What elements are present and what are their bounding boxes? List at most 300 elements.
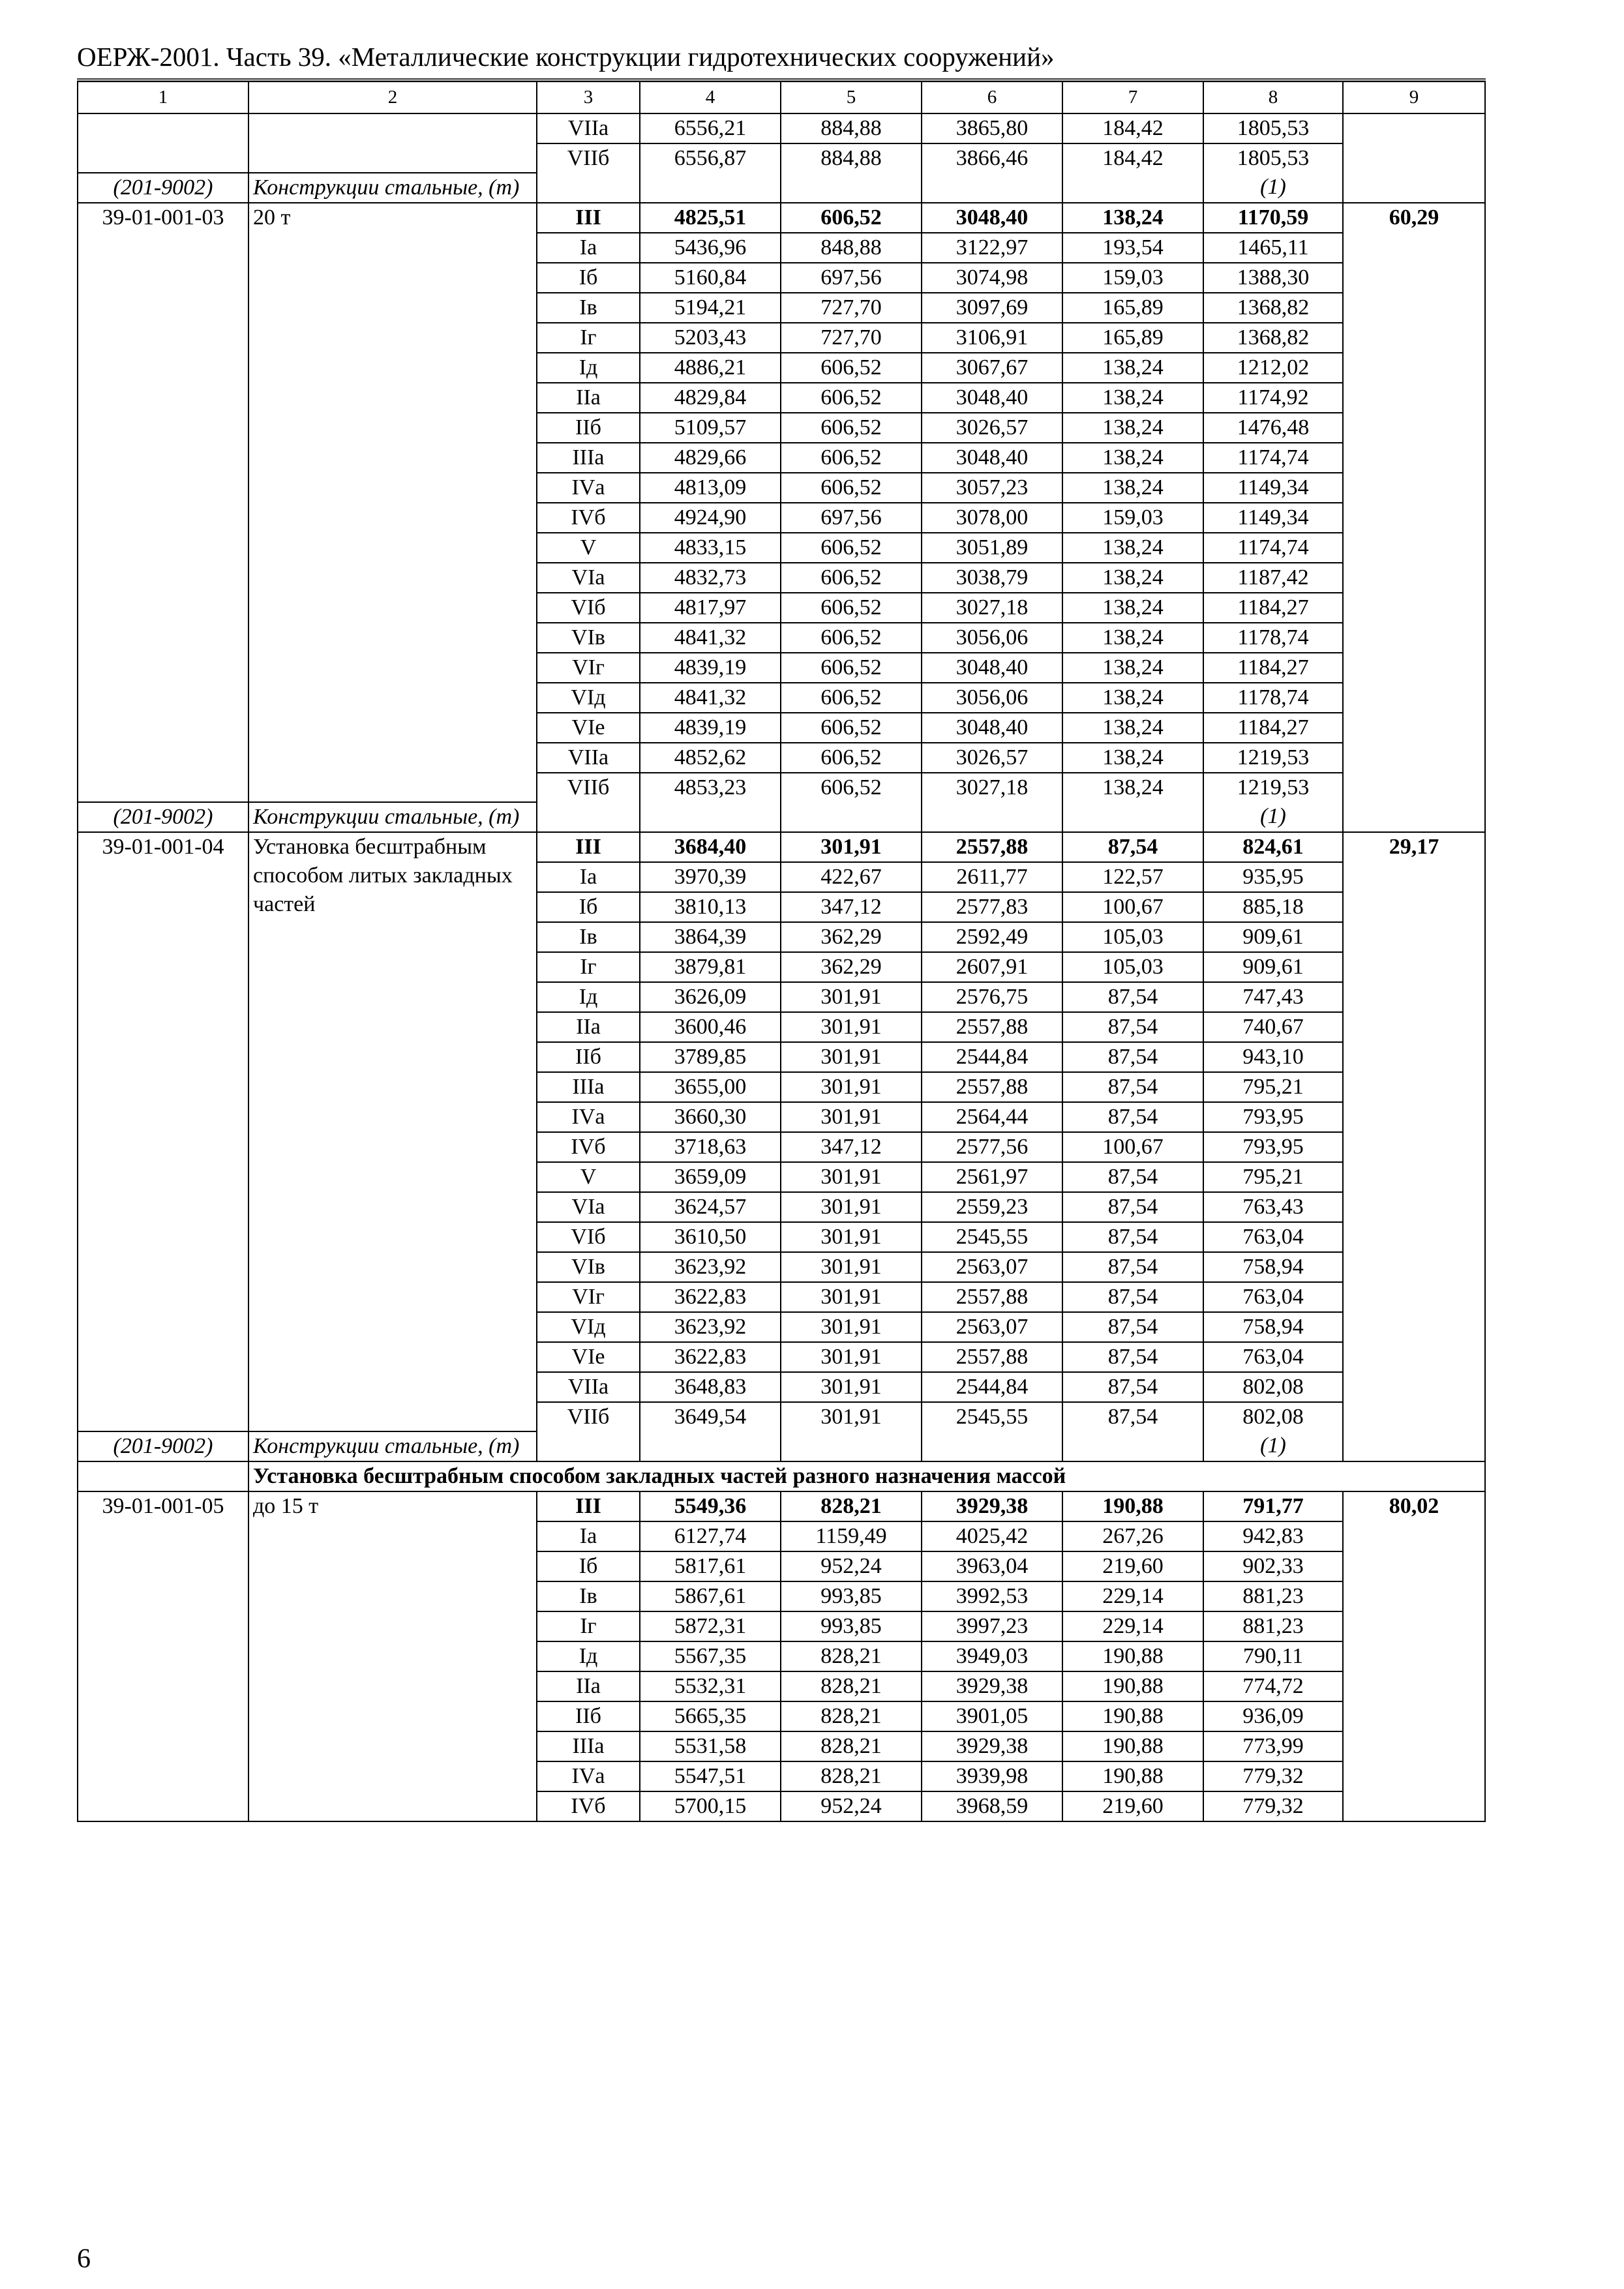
value-cell: 606,52: [781, 743, 922, 773]
value-cell: 4817,97: [640, 593, 781, 623]
value-cell: 5532,31: [640, 1671, 781, 1701]
zone-cell: III: [537, 832, 640, 862]
zone-cell: VIIб: [537, 143, 640, 173]
value-cell: 2611,77: [922, 862, 1062, 892]
value-cell: 3051,89: [922, 533, 1062, 563]
value-cell: 3901,05: [922, 1701, 1062, 1731]
value-cell: 4841,32: [640, 623, 781, 653]
value-cell: 87,54: [1062, 1342, 1203, 1372]
value-cell: 3879,81: [640, 952, 781, 982]
value-cell: 301,91: [781, 1282, 922, 1312]
value-cell: 1805,53: [1203, 113, 1343, 143]
value-cell: 881,23: [1203, 1581, 1343, 1611]
empty-cell: [781, 802, 922, 832]
value-cell: 606,52: [781, 683, 922, 713]
zone-cell: Iв: [537, 1581, 640, 1611]
value-cell: 793,95: [1203, 1102, 1343, 1132]
value-cell: 3057,23: [922, 473, 1062, 503]
value-cell: 774,72: [1203, 1671, 1343, 1701]
value-cell: 2545,55: [922, 1222, 1062, 1252]
value-cell: 2544,84: [922, 1372, 1062, 1402]
value-cell: 138,24: [1062, 203, 1203, 233]
value-cell: 87,54: [1062, 1312, 1203, 1342]
value-cell: 4852,62: [640, 743, 781, 773]
value-cell: 4853,23: [640, 773, 781, 802]
value-cell: 301,91: [781, 1342, 922, 1372]
value-cell: 884,88: [781, 113, 922, 143]
value-cell: 1184,27: [1203, 653, 1343, 683]
value-cell: 3048,40: [922, 653, 1062, 683]
value-cell: 138,24: [1062, 443, 1203, 473]
value-cell: 3026,57: [922, 413, 1062, 443]
empty-cell: [537, 173, 640, 203]
value-cell: 3865,80: [922, 113, 1062, 143]
resource-name: Конструкции стальные, (т): [248, 173, 537, 203]
value-cell: 301,91: [781, 1162, 922, 1192]
value-cell: 3106,91: [922, 323, 1062, 353]
value-cell: 3027,18: [922, 773, 1062, 802]
value-cell: 3623,92: [640, 1252, 781, 1282]
value-cell: 87,54: [1062, 1252, 1203, 1282]
resource-row: [78, 802, 1485, 832]
value-cell: 2559,23: [922, 1192, 1062, 1222]
value-cell: 100,67: [1062, 1132, 1203, 1162]
resource-qty: (1): [1203, 1431, 1343, 1461]
empty-cell: [1062, 802, 1203, 832]
value-cell: 6127,74: [640, 1521, 781, 1551]
value-cell: 4833,15: [640, 533, 781, 563]
value-cell: 2557,88: [922, 832, 1062, 862]
value-cell: 2544,84: [922, 1042, 1062, 1072]
value-cell: 1149,34: [1203, 473, 1343, 503]
value-cell: 362,29: [781, 922, 922, 952]
value-cell: 758,94: [1203, 1252, 1343, 1282]
value-cell: 1388,30: [1203, 263, 1343, 293]
value-cell: 3866,46: [922, 143, 1062, 173]
value-cell: 3622,83: [640, 1282, 781, 1312]
item-name: [248, 113, 537, 173]
value-cell: 3789,85: [640, 1042, 781, 1072]
zone-cell: VIа: [537, 1192, 640, 1222]
item-total: 60,29: [1343, 203, 1485, 832]
value-cell: 3048,40: [922, 713, 1062, 743]
value-cell: 828,21: [781, 1731, 922, 1761]
value-cell: 5194,21: [640, 293, 781, 323]
value-cell: 301,91: [781, 1222, 922, 1252]
value-cell: 935,95: [1203, 862, 1343, 892]
value-cell: 5203,43: [640, 323, 781, 353]
value-cell: 4813,09: [640, 473, 781, 503]
value-cell: 884,88: [781, 143, 922, 173]
resource-name: Конструкции стальные, (т): [248, 802, 537, 832]
value-cell: 2561,97: [922, 1162, 1062, 1192]
value-cell: 4825,51: [640, 203, 781, 233]
zone-cell: Iд: [537, 1641, 640, 1671]
value-cell: 3048,40: [922, 383, 1062, 413]
value-cell: 3026,57: [922, 743, 1062, 773]
value-cell: 3660,30: [640, 1102, 781, 1132]
zone-cell: Iв: [537, 293, 640, 323]
value-cell: 952,24: [781, 1551, 922, 1581]
value-cell: 138,24: [1062, 743, 1203, 773]
value-cell: 4025,42: [922, 1521, 1062, 1551]
column-number-cell: 2: [248, 82, 537, 113]
empty-cell: [1062, 1431, 1203, 1461]
value-cell: 347,12: [781, 1132, 922, 1162]
value-cell: 4924,90: [640, 503, 781, 533]
value-cell: 993,85: [781, 1611, 922, 1641]
value-cell: 105,03: [1062, 952, 1203, 982]
item-total: 80,02: [1343, 1491, 1485, 1821]
zone-cell: IIIа: [537, 443, 640, 473]
value-cell: 422,67: [781, 862, 922, 892]
value-cell: 87,54: [1062, 1072, 1203, 1102]
value-cell: 4841,32: [640, 683, 781, 713]
value-cell: 5531,58: [640, 1731, 781, 1761]
zone-cell: Iб: [537, 892, 640, 922]
value-cell: 5665,35: [640, 1701, 781, 1731]
value-cell: 1219,53: [1203, 743, 1343, 773]
resource-qty: (1): [1203, 802, 1343, 832]
value-cell: 190,88: [1062, 1491, 1203, 1521]
value-cell: 3659,09: [640, 1162, 781, 1192]
value-cell: 2577,83: [922, 892, 1062, 922]
resource-row: [78, 1431, 1485, 1461]
section-title-row: [78, 1461, 1485, 1491]
value-cell: 362,29: [781, 952, 922, 982]
zone-cell: VIг: [537, 1282, 640, 1312]
section-title: Установка бесштрабным способом закладных частей разного назначения массой: [248, 1461, 1485, 1491]
value-cell: 606,52: [781, 713, 922, 743]
zone-cell: VIб: [537, 593, 640, 623]
value-cell: 824,61: [1203, 832, 1343, 862]
value-cell: 3992,53: [922, 1581, 1062, 1611]
column-number-cell: 9: [1343, 82, 1485, 113]
value-cell: 3624,57: [640, 1192, 781, 1222]
value-cell: 902,33: [1203, 1551, 1343, 1581]
value-cell: 943,10: [1203, 1042, 1343, 1072]
value-cell: 138,24: [1062, 773, 1203, 802]
value-cell: 1187,42: [1203, 563, 1343, 593]
value-cell: 301,91: [781, 1102, 922, 1132]
price-row: [78, 113, 1485, 143]
resource-code: (201-9002): [78, 802, 248, 832]
value-cell: 763,04: [1203, 1222, 1343, 1252]
value-cell: 885,18: [1203, 892, 1343, 922]
value-cell: 3048,40: [922, 443, 1062, 473]
value-cell: 828,21: [781, 1491, 922, 1521]
value-cell: 5109,57: [640, 413, 781, 443]
zone-cell: Iб: [537, 263, 640, 293]
column-number-cell: 5: [781, 82, 922, 113]
value-cell: 4839,19: [640, 713, 781, 743]
zone-cell: Iа: [537, 862, 640, 892]
zone-cell: IIб: [537, 1042, 640, 1072]
zone-cell: V: [537, 1162, 640, 1192]
value-cell: 1174,92: [1203, 383, 1343, 413]
value-cell: 606,52: [781, 533, 922, 563]
value-cell: 1174,74: [1203, 443, 1343, 473]
column-number-cell: 1: [78, 82, 248, 113]
zone-cell: VIв: [537, 1252, 640, 1282]
value-cell: 301,91: [781, 1042, 922, 1072]
value-cell: 606,52: [781, 623, 922, 653]
value-cell: 190,88: [1062, 1701, 1203, 1731]
value-cell: 697,56: [781, 503, 922, 533]
section-spacer: [78, 1461, 248, 1491]
value-cell: 3648,83: [640, 1372, 781, 1402]
value-cell: 763,04: [1203, 1282, 1343, 1312]
value-cell: 1465,11: [1203, 233, 1343, 263]
value-cell: 3655,00: [640, 1072, 781, 1102]
empty-cell: [922, 173, 1062, 203]
zone-cell: VIа: [537, 563, 640, 593]
resource-qty: (1): [1203, 173, 1343, 203]
zone-cell: VIе: [537, 713, 640, 743]
value-cell: 2557,88: [922, 1342, 1062, 1372]
item-total: 29,17: [1343, 832, 1485, 1461]
column-number-cell: 3: [537, 82, 640, 113]
zone-cell: VIIа: [537, 1372, 640, 1402]
value-cell: 795,21: [1203, 1162, 1343, 1192]
resource-code: (201-9002): [78, 173, 248, 203]
value-cell: 87,54: [1062, 1222, 1203, 1252]
value-cell: 791,77: [1203, 1491, 1343, 1521]
value-cell: 3929,38: [922, 1731, 1062, 1761]
value-cell: 87,54: [1062, 1402, 1203, 1431]
value-cell: 301,91: [781, 1312, 922, 1342]
value-cell: 5436,96: [640, 233, 781, 263]
value-cell: 727,70: [781, 323, 922, 353]
item-code: 39-01-001-05: [78, 1491, 248, 1821]
value-cell: 267,26: [1062, 1521, 1203, 1551]
value-cell: 3056,06: [922, 683, 1062, 713]
value-cell: 105,03: [1062, 922, 1203, 952]
value-cell: 2557,88: [922, 1282, 1062, 1312]
value-cell: 3649,54: [640, 1402, 781, 1431]
zone-cell: VIе: [537, 1342, 640, 1372]
value-cell: 3623,92: [640, 1312, 781, 1342]
value-cell: 138,24: [1062, 713, 1203, 743]
value-cell: 1805,53: [1203, 143, 1343, 173]
column-number-cell: 4: [640, 82, 781, 113]
zone-cell: VIIб: [537, 773, 640, 802]
value-cell: 828,21: [781, 1641, 922, 1671]
value-cell: 4829,66: [640, 443, 781, 473]
zone-cell: VIб: [537, 1222, 640, 1252]
value-cell: 3718,63: [640, 1132, 781, 1162]
zone-cell: Iа: [537, 233, 640, 263]
price-table: [77, 81, 1486, 1822]
empty-cell: [640, 802, 781, 832]
value-cell: 138,24: [1062, 683, 1203, 713]
zone-cell: Iа: [537, 1521, 640, 1551]
zone-cell: III: [537, 1491, 640, 1521]
value-cell: 779,32: [1203, 1791, 1343, 1821]
value-cell: 3122,97: [922, 233, 1062, 263]
value-cell: 773,99: [1203, 1731, 1343, 1761]
value-cell: 606,52: [781, 773, 922, 802]
item-name: Установка бесштрабным способом литых закладных частей: [248, 832, 537, 1431]
empty-cell: [640, 173, 781, 203]
zone-cell: Iг: [537, 952, 640, 982]
value-cell: 942,83: [1203, 1521, 1343, 1551]
value-cell: 5549,36: [640, 1491, 781, 1521]
zone-cell: IVа: [537, 473, 640, 503]
zone-cell: IIIа: [537, 1072, 640, 1102]
value-cell: 190,88: [1062, 1731, 1203, 1761]
value-cell: 802,08: [1203, 1372, 1343, 1402]
value-cell: 2577,56: [922, 1132, 1062, 1162]
value-cell: 3600,46: [640, 1012, 781, 1042]
value-cell: 606,52: [781, 473, 922, 503]
value-cell: 909,61: [1203, 952, 1343, 982]
value-cell: 2557,88: [922, 1012, 1062, 1042]
value-cell: 301,91: [781, 832, 922, 862]
value-cell: 763,04: [1203, 1342, 1343, 1372]
zone-cell: Iб: [537, 1551, 640, 1581]
value-cell: 301,91: [781, 1402, 922, 1431]
price-row: [78, 1491, 1485, 1521]
zone-cell: IIа: [537, 1671, 640, 1701]
empty-cell: [922, 802, 1062, 832]
value-cell: 347,12: [781, 892, 922, 922]
value-cell: 165,89: [1062, 323, 1203, 353]
value-cell: 4829,84: [640, 383, 781, 413]
value-cell: 184,42: [1062, 143, 1203, 173]
zone-cell: Iг: [537, 323, 640, 353]
item-code: 39-01-001-03: [78, 203, 248, 802]
value-cell: 779,32: [1203, 1761, 1343, 1791]
zone-cell: VIIб: [537, 1402, 640, 1431]
value-cell: 606,52: [781, 353, 922, 383]
empty-cell: [537, 802, 640, 832]
value-cell: 3970,39: [640, 862, 781, 892]
value-cell: 4886,21: [640, 353, 781, 383]
value-cell: 5547,51: [640, 1761, 781, 1791]
value-cell: 165,89: [1062, 293, 1203, 323]
value-cell: 3864,39: [640, 922, 781, 952]
value-cell: 1368,82: [1203, 293, 1343, 323]
value-cell: 138,24: [1062, 623, 1203, 653]
zone-cell: VIв: [537, 623, 640, 653]
value-cell: 881,23: [1203, 1611, 1343, 1641]
empty-cell: [1062, 173, 1203, 203]
value-cell: 1149,34: [1203, 503, 1343, 533]
value-cell: 2563,07: [922, 1312, 1062, 1342]
value-cell: 138,24: [1062, 353, 1203, 383]
value-cell: 3074,98: [922, 263, 1062, 293]
value-cell: 3963,04: [922, 1551, 1062, 1581]
value-cell: 138,24: [1062, 653, 1203, 683]
empty-cell: [781, 173, 922, 203]
empty-cell: [640, 1431, 781, 1461]
empty-cell: [537, 1431, 640, 1461]
price-row: [78, 832, 1485, 862]
item-code: [78, 113, 248, 173]
resource-name: Конструкции стальные, (т): [248, 1431, 537, 1461]
value-cell: 1184,27: [1203, 593, 1343, 623]
value-cell: 87,54: [1062, 1372, 1203, 1402]
value-cell: 2545,55: [922, 1402, 1062, 1431]
value-cell: 219,60: [1062, 1791, 1203, 1821]
value-cell: 190,88: [1062, 1761, 1203, 1791]
value-cell: 2576,75: [922, 982, 1062, 1012]
value-cell: 3949,03: [922, 1641, 1062, 1671]
value-cell: 3067,67: [922, 353, 1062, 383]
value-cell: 606,52: [781, 203, 922, 233]
zone-cell: V: [537, 533, 640, 563]
value-cell: 3078,00: [922, 503, 1062, 533]
empty-cell: [781, 1431, 922, 1461]
value-cell: 6556,21: [640, 113, 781, 143]
page-header: [77, 40, 1486, 80]
value-cell: 87,54: [1062, 1012, 1203, 1042]
value-cell: 301,91: [781, 1012, 922, 1042]
value-cell: 87,54: [1062, 982, 1203, 1012]
value-cell: 3048,40: [922, 203, 1062, 233]
value-cell: 1219,53: [1203, 773, 1343, 802]
value-cell: 190,88: [1062, 1641, 1203, 1671]
page-number: 6: [77, 2244, 91, 2274]
value-cell: 909,61: [1203, 922, 1343, 952]
value-cell: 952,24: [781, 1791, 922, 1821]
value-cell: 138,24: [1062, 413, 1203, 443]
value-cell: 606,52: [781, 653, 922, 683]
value-cell: 848,88: [781, 233, 922, 263]
value-cell: 122,57: [1062, 862, 1203, 892]
value-cell: 159,03: [1062, 503, 1203, 533]
value-cell: 3038,79: [922, 563, 1062, 593]
value-cell: 828,21: [781, 1761, 922, 1791]
zone-cell: VIд: [537, 1312, 640, 1342]
value-cell: 138,24: [1062, 383, 1203, 413]
zone-cell: IIа: [537, 383, 640, 413]
value-cell: 606,52: [781, 443, 922, 473]
zone-cell: IVб: [537, 1791, 640, 1821]
value-cell: 100,67: [1062, 892, 1203, 922]
value-cell: 301,91: [781, 982, 922, 1012]
value-cell: 87,54: [1062, 1102, 1203, 1132]
value-cell: 301,91: [781, 1252, 922, 1282]
value-cell: 4832,73: [640, 563, 781, 593]
value-cell: 795,21: [1203, 1072, 1343, 1102]
value-cell: 793,95: [1203, 1132, 1343, 1162]
value-cell: 6556,87: [640, 143, 781, 173]
zone-cell: IIб: [537, 1701, 640, 1731]
zone-cell: IIIа: [537, 1731, 640, 1761]
value-cell: 87,54: [1062, 1042, 1203, 1072]
zone-cell: Iд: [537, 353, 640, 383]
value-cell: 1170,59: [1203, 203, 1343, 233]
value-cell: 1476,48: [1203, 413, 1343, 443]
value-cell: 4839,19: [640, 653, 781, 683]
zone-cell: IVб: [537, 503, 640, 533]
value-cell: 1178,74: [1203, 623, 1343, 653]
value-cell: 138,24: [1062, 473, 1203, 503]
item-name: до 15 т: [248, 1491, 537, 1821]
value-cell: 2557,88: [922, 1072, 1062, 1102]
zone-cell: VIIа: [537, 113, 640, 143]
value-cell: 87,54: [1062, 1192, 1203, 1222]
value-cell: 3056,06: [922, 623, 1062, 653]
zone-cell: VIд: [537, 683, 640, 713]
zone-cell: IIа: [537, 1012, 640, 1042]
value-cell: 3997,23: [922, 1611, 1062, 1641]
value-cell: 190,88: [1062, 1671, 1203, 1701]
resource-code: (201-9002): [78, 1431, 248, 1461]
value-cell: 3939,98: [922, 1761, 1062, 1791]
